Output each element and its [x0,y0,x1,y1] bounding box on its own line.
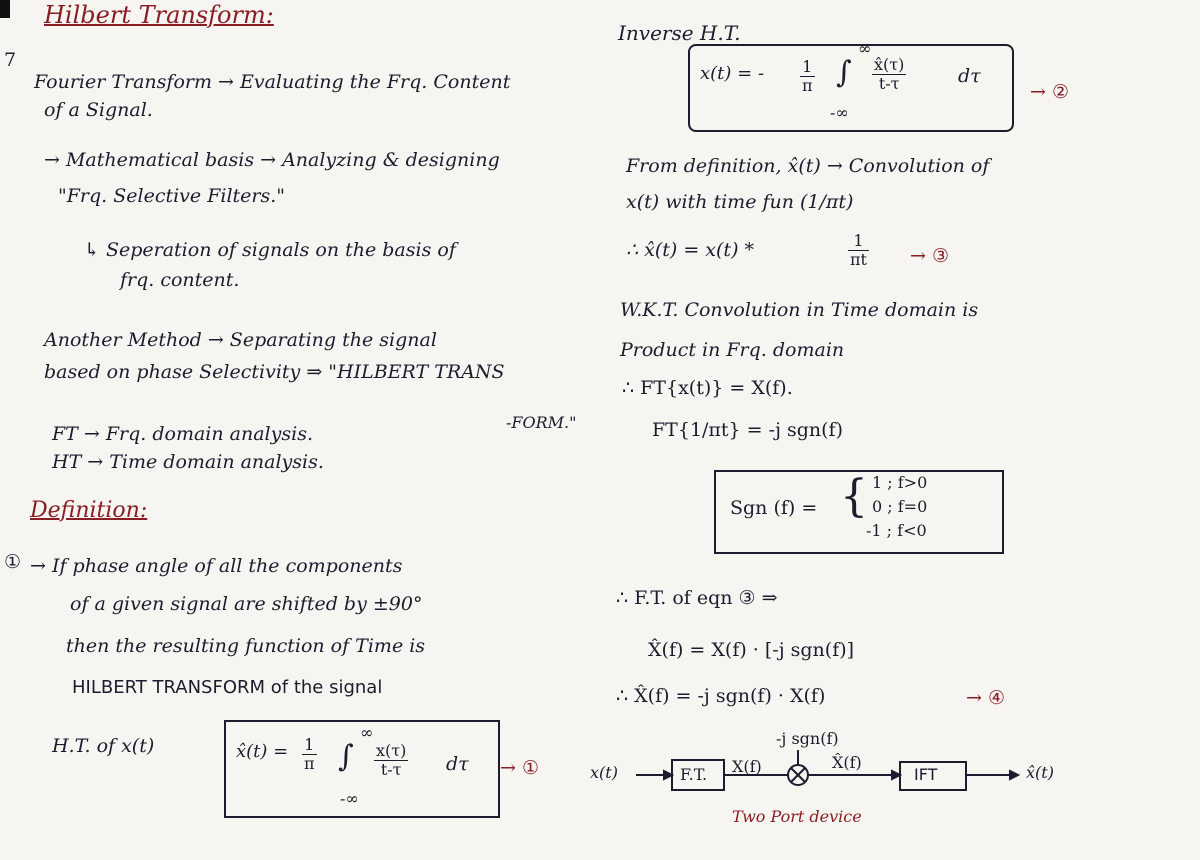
inverse-heading: Inverse H.T. [618,21,741,45]
eq1-lhs: x̂(t) = [236,741,289,762]
another-method-line-2: based on phase Selectivity ⇒ "HILBERT TRANS [44,361,505,383]
definition-line-3: then the resulting function of Time is [66,635,426,657]
another-method-line-3: -FORM." [506,413,577,432]
ft-eqn3-line: ∴ F.T. of eqn ③ ⇒ [616,587,778,609]
diagram-output-label: x̂(t) [1026,763,1054,782]
inv-reference: → ② [1030,81,1069,103]
ift-block-label: IFT [914,765,938,784]
sgn-case-1: 1 ; f>0 [872,473,928,492]
ft-of-x-line: ∴ FT{x(t)} = X(f). [622,377,793,399]
eq1-integral-sign: ∫ [338,739,354,774]
conv-den: πt [850,249,867,269]
eq1-lower-limit: -∞ [340,789,359,808]
sgn-lhs: Sgn (f) = [730,497,818,519]
page-title: Hilbert Transform: [44,1,274,29]
convolution-reference: → ③ [910,245,949,267]
inv-den: t-τ [878,73,900,93]
inv-upper-limit: ∞ [858,39,872,58]
from-definition-line-2: x(t) with time fun (1/πt) [626,191,854,213]
fourier-line-1: Fourier Transform → Evaluating the Frq. Content [34,71,511,93]
inv-coef-den: π [802,75,813,95]
eq4-reference: → ④ [966,687,1005,709]
definition-heading: Definition: [30,498,148,523]
eq1-den: t-τ [380,759,402,779]
inv-lower-limit: -∞ [830,103,849,122]
from-definition-line-1: From definition, x̂(t) → Convolution of [626,155,990,177]
ht-of-label: H.T. of x(t) [52,735,155,757]
definition-number: ① [4,551,22,573]
sgn-case-3: -1 ; f<0 [866,521,927,540]
definition-line-1: → If phase angle of all the components [30,555,403,577]
two-port-caption: Two Port device [732,807,862,826]
sgn-case-2: 0 ; f=0 [872,497,928,516]
ft-block-label: F.T. [680,765,708,784]
eq1-upper-limit: ∞ [360,723,374,742]
index-mark: 7 [4,49,17,71]
xhat-f-diagram-label: X̂(f) [832,753,862,772]
definition-line-2: of a given signal are shifted by ±90° [70,593,423,615]
inv-integral-sign: ∫ [836,55,852,90]
eq1-reference: → ① [500,757,539,779]
math-basis-line: → Mathematical basis → Analyzing & designing [44,149,500,171]
eq1-num: x(τ) [376,741,407,760]
wkt-line-2: Product in Frq. domain [620,339,845,361]
xhat-f-line: X̂(f) = X(f) · [-j sgn(f)] [648,639,855,661]
eq1-coef-num: 1 [302,736,317,755]
inv-lhs: x(t) = - [700,63,765,84]
inv-dtau: dτ [958,65,981,87]
diagram-input-label: x(t) [590,763,618,782]
ht-analysis-line: HT → Time domain analysis. [52,451,324,473]
separation-line-2: frq. content. [120,269,240,291]
xhat-f-final-line: ∴ X̂(f) = -j sgn(f) · X(f) [616,685,826,707]
sgn-brace: { [840,471,868,522]
eq1-dtau: dτ [446,753,469,775]
xf-label: X(f) [732,757,762,776]
definition-line-4: HILBERT TRANSFORM of the signal [72,677,383,698]
inv-coef-num: 1 [800,58,815,77]
another-method-line-1: Another Method → Separating the signal [44,329,437,351]
conv-num: 1 [848,232,869,251]
multiplier-input-label: -j sgn(f) [776,729,839,748]
inv-num: x̂(τ) [874,55,905,74]
wkt-line-1: W.K.T. Convolution in Time domain is [620,299,979,321]
separation-line-1: ↳ Seperation of signals on the basis of [84,239,456,261]
convolution-lhs: ∴ x̂(t) = x(t) * [626,239,755,261]
fourier-line-2: of a Signal. [44,99,153,121]
filters-line: "Frq. Selective Filters." [58,185,286,207]
ft-analysis-line: FT → Frq. domain analysis. [52,423,313,445]
eq1-coef-den: π [304,753,315,773]
ft-of-inverse-line: FT{1/πt} = -j sgn(f) [652,419,844,441]
